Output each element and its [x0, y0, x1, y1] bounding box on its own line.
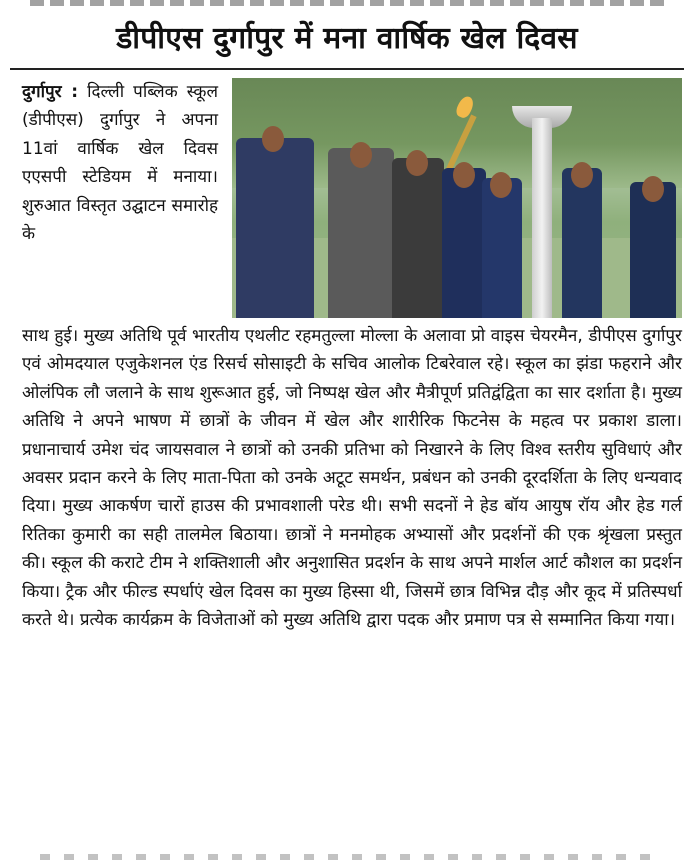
- person-head: [406, 150, 428, 176]
- guest-person: [328, 148, 394, 318]
- guest-person: [392, 158, 444, 318]
- event-photo: [232, 78, 682, 318]
- student-person: [482, 178, 522, 318]
- next-article-cut: [40, 854, 654, 860]
- person-head: [642, 176, 664, 202]
- article-headline: डीपीएस दुर्गापुर में मना वार्षिक खेल दिवस: [116, 21, 578, 56]
- person-head: [350, 142, 372, 168]
- intro-text: दिल्ली पब्लिक स्कूल (डीपीएस) दुर्गापुर ने अपना 11वां वार्षिक खेल दिवस एएसपी स्टेडियम में मनाया। शुरुआत विस्तृत उद्घाटन समारोह के: [22, 82, 218, 245]
- article-body: [22, 78, 682, 634]
- cauldron-stand: [532, 118, 552, 318]
- student-person: [630, 182, 676, 318]
- previous-article-cut: [30, 0, 664, 6]
- person-head: [490, 172, 512, 198]
- headline-rule: [10, 68, 684, 70]
- article-paragraph: साथ हुई। मुख्य अतिथि पूर्व भारतीय एथलीट रहमतुल्ला मोल्ला के अलावा प्रो वाइस चेयरमैन, डीपीएस दुर्गापुर एवं ओमदयाल एजुकेशनल एंड रिसर्च सोसाइटी के सचिव आलोक टिबरेवाल रहे। स्कूल का झंडा फहराने और ओलंपिक लौ जलाने के साथ शुरूआत हुई, जो निष्पक्ष खेल और मैत्रीपूर्ण प्रतिद्वंद्विता का सार दर्शाता है। मुख्य अतिथि ने अपने भाषण में छात्रों के जीवन में खेल और शारीरिक फिटनेस के महत्व पर प्रकाश डाला। प्रधानाचार्य उमेश चंद जायसवाल ने छात्रों को उनकी प्रतिभा को निखारने के लिए विश्व स्तरीय सुविधाएं और अवसर प्रदान करने के लिए माता-पिता को उनके अटूट समर्थन, प्रबंधन को उनकी दूरदर्शिता के लिए धन्यवाद दिया। मुख्य आकर्षण चारों हाउस की प्रभावशाली परेड थी। सभी सदनों ने हेड बॉय आयुष रॉय और हेड गर्ल रितिका कुमारी का सही तालमेल बिठाया। छात्रों ने मनमोहक अभ्यासों और प्रदर्शनों की एक श्रृंखला प्रस्तुत की। स्कूल की कराटे टीम ने शक्तिशाली और अनुशासित प्रदर्शन के साथ अपने मार्शल आर्ट कौशल का प्रदर्शन किया। ट्रैक और फील्ड स्पर्धाएं खेल दिवस का मुख्य हिस्सा थी, जिसमें छात्र विभिन्न दौड़ और कूद में प्रतिस्पर्धा करते थे। प्रत्येक कार्यक्रम के विजेताओं को मुख्य अतिथि द्वारा पदक और प्रमाण पत्र से सम्मानित किया गया।: [22, 326, 682, 631]
- person-head: [453, 162, 475, 188]
- intro-column: [22, 78, 218, 248]
- person-head: [571, 162, 593, 188]
- student-person: [442, 168, 486, 318]
- student-person: [562, 168, 602, 318]
- dateline: दुर्गापुर :: [22, 82, 78, 102]
- guest-person: [236, 138, 314, 318]
- person-head: [262, 126, 284, 152]
